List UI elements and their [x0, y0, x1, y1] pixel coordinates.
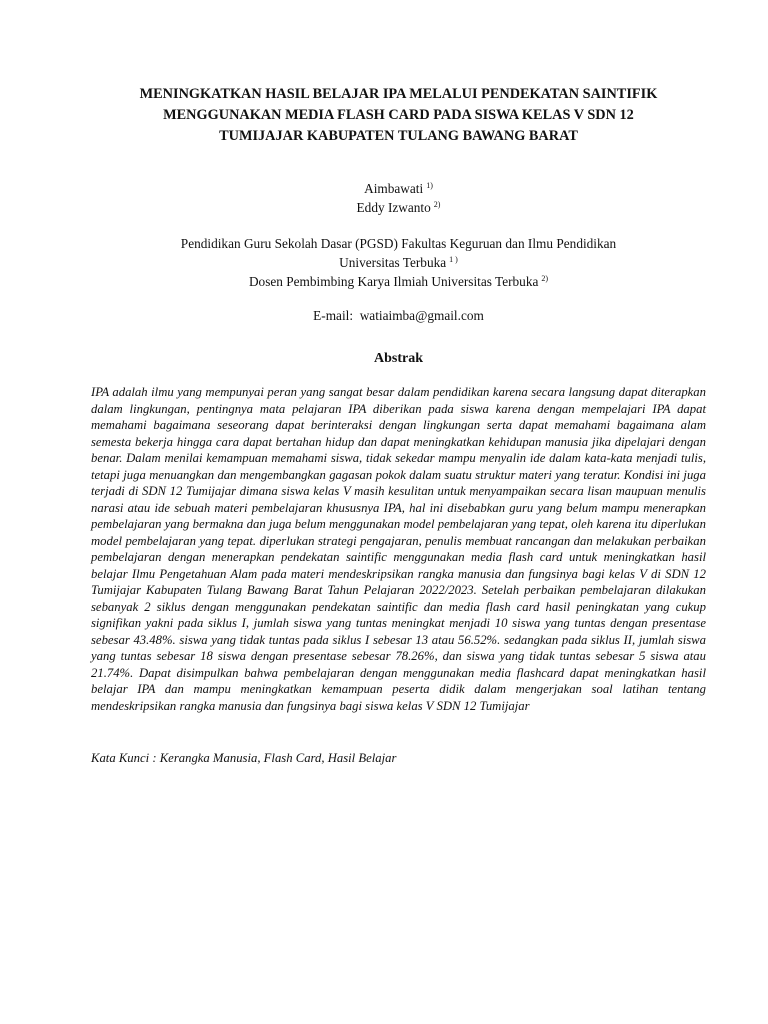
author-1 [91, 178, 706, 197]
title-line-3: TUMIJAJAR KABUPATEN TULANG BAWANG BARAT [219, 128, 578, 144]
abstract-heading: Abstrak [373, 351, 423, 366]
email-address[interactable] [360, 308, 484, 323]
email-line [91, 308, 706, 324]
affiliation-line-1: Pendidikan Guru Sekolah Dasar (PGSD) Fakultas Keguruan dan Ilmu Pendidikan [180, 236, 617, 251]
email-user: watiaimba [359, 308, 416, 323]
email-domain: @gmail.com [415, 308, 484, 323]
author-2-mark: 2) [433, 200, 441, 209]
affiliation-line-3 [91, 271, 706, 290]
affiliation [91, 236, 706, 290]
affiliation-line-3-text: Dosen Pembimbing Karya Ilmiah Universitas Terbuka [248, 274, 539, 289]
affiliation-line-2-text: Universitas Terbuka [339, 255, 447, 270]
abstract-text: IPA adalah ilmu yang mempunyai peran yang sangat besar dalam pendidikan karena secara langsung dapat diterapkan dalam lingkungan, pentingnya mata pelajaran IPA diberikan pada siswa karena dengan mempelajari IPA dapat memahami bagaimana seseorang dapat berinteraksi dengan lingkungan serta dapat memahami bagaimana alam semesta bekerja hingga cara dapat bertahan hidup dan dapat meningkatkan kehidupan manusia jika dipelajari dengan benar. Dalam menilai kemampuan memahami siswa, tidak sekedar mampu menyalin ide dalam kata-kata menjadi tulis, tetapi juga menuangkan dan mengembangkan gagasan pokok dalam suatu struktur materi yang teratur. Kondisi ini juga terjadi di SDN 12 Tumijajar dimana siswa kelas V masih kesulitan untuk menyampaikan secara lisan maupuan menulis narasi atau ide sebuah materi pembelajaran khususnya IPA, hal ini disebabkan guru yang belum mampu menerapkan pembelajaran yang bermakna dan juga belum menggunakan model pembelajaran yang tepat, oleh karena itu diperlukan model pembelajaran yang tepat. diperlukan strategi pengajaran, penulis membuat rancangan dan melakukan perbaikan pembelajaran dengan menerapkan pendekatan saintific menggunakan media flash card untuk meningkatkan hasil belajar Ilmu Pengetahuan Alam pada materi mendeskripsikan rangka manusia dan fungsinya bagi kelas V di SDN 12 Tumijajar Kabupaten Tulang Bawang Barat Tahun Pelajaran 2022/2023. Setelah perbaikan pembelajaran dilakukan sebanyak 2 siklus dengan menggunakan pendekatan saintific dan media flash card hasil peningkatan yang cukup signifikan yakni pada siklus I, jumlah siswa yang tuntas meningkat menjadi 10 siswa yang tuntas dengan presentase sebesar 43.48%. siswa yang tidak tuntas pada siklus I sebesar 13 atau 56.52%. sedangkan pada siklus II, jumlah siswa yang tuntas sebesar 18 siswa dengan presentase sebesar 78.26%, dan siswa yang tidak tuntas sebesar 5 siswa atau 21.74%. Dapat disimpulkan bahwa pembelajaran dengan menggunakan media flashcard dapat meningkatkan hasil belajar IPA dan mampu meningkatkan kemampuan peserta didik dalam mengerjakan soal latihan tentang mendeskripsikan rangka manusia dan fungsinya bagi siswa kelas V SDN 12 Tumijajar [91, 385, 706, 713]
affiliation-line-2-mark: 1 ) [449, 255, 458, 264]
title-line-1: MENINGKATKAN HASIL BELAJAR IPA MELALUI PENDEKATAN SAINTIFIK [139, 86, 658, 102]
title-line-2: MENGGUNAKAN MEDIA FLASH CARD PADA SISWA KELAS V SDN 12 [163, 107, 634, 123]
paper-title [91, 0, 706, 147]
author-list [91, 178, 706, 216]
author-2-name: Eddy Izwanto [356, 200, 431, 215]
email-label: E-mail: [313, 308, 354, 323]
author-2 [91, 197, 706, 216]
author-1-mark: 1) [426, 181, 433, 190]
author-1-name: Aimbawati [364, 181, 424, 196]
keywords: Kata Kunci : Kerangka Manusia, Flash Card, Hasil Belajar [91, 751, 397, 765]
affiliation-line-3-mark: 2) [541, 274, 549, 283]
affiliation-line-2 [91, 252, 706, 271]
